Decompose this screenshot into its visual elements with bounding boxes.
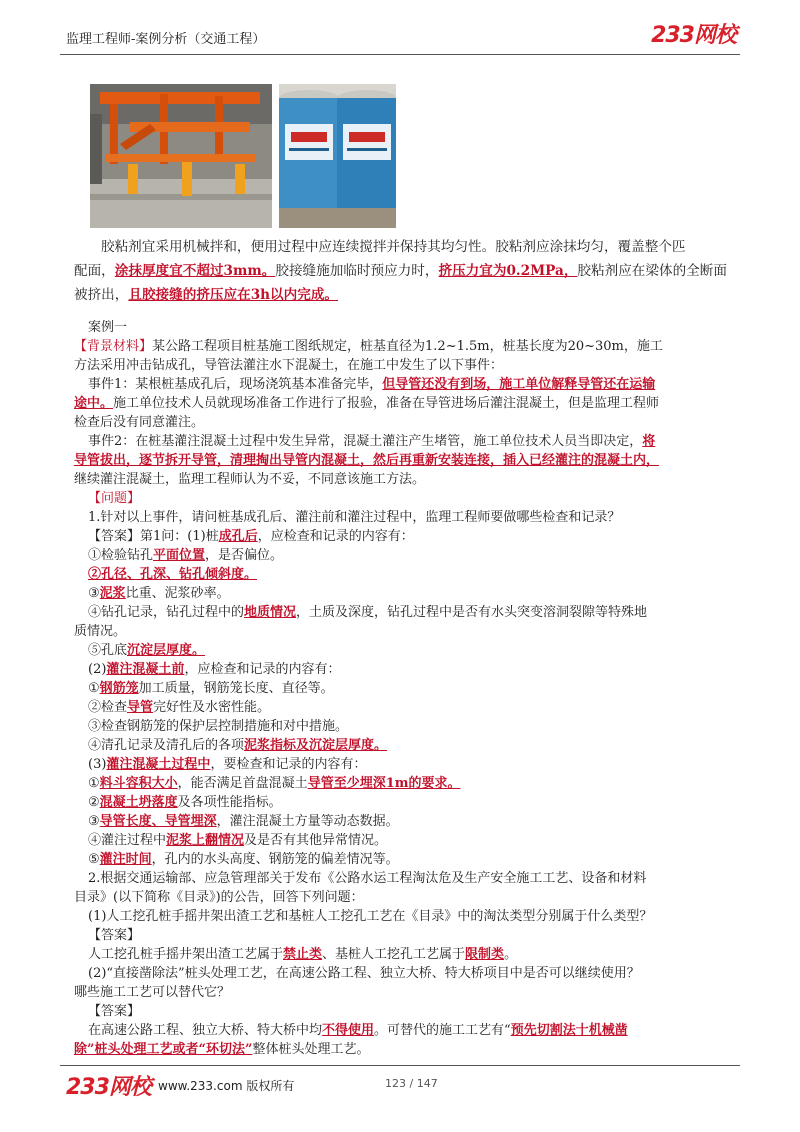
case-text: 事件1：某根桩基成孔后，现场浇筑基本准备完毕，	[88, 377, 383, 392]
case-text: 整体桩头处理工艺。	[252, 1042, 370, 1057]
footer-copyright[interactable]: www.233.com 版权所有	[158, 1079, 295, 1093]
highlight-time: 且胶接缝的挤压应在3h以内完成。	[128, 287, 339, 303]
highlight-text: 泥浆	[99, 586, 126, 601]
highlight-text: 料斗容积大小	[99, 776, 178, 791]
highlight-text: 将	[642, 434, 656, 449]
document-header-title: 监理工程师-案例分析（交通工程）	[66, 32, 266, 47]
case-text: ③检查钢筋笼的保护层控制措施和对中措施。	[88, 719, 349, 734]
case-title: 案例一	[88, 320, 128, 335]
highlight-text: 泥浆上翻情况	[166, 833, 245, 848]
case-text: ③	[88, 586, 100, 601]
footer-divider	[60, 1065, 740, 1066]
highlight-text: 导管拔出，逐节拆开导管，清理掏出导管内混凝土，然后再重新安装连接，插入已经灌注的混凝土内，	[74, 453, 660, 468]
highlight-text: 平面位置	[153, 548, 206, 563]
case-text: 及各项性能指标。	[177, 795, 282, 810]
highlight-text: 但导管还没有到场，施工单位解释导管还在运输	[382, 377, 656, 392]
brand-logo[interactable]: 233网校	[651, 23, 736, 48]
case-text: ②	[88, 795, 100, 810]
highlight-text: 地质情况	[244, 605, 297, 620]
highlight-text: 不得使用	[322, 1023, 375, 1038]
case-text: ，土质及深度，钻孔过程中是否有水头突变溶洞裂隙等特殊地	[296, 605, 648, 620]
case-text: ，应检查和记录的内容有：	[257, 529, 414, 544]
paragraph-text: 被挤出，	[74, 287, 129, 303]
highlight-text: 限制类	[465, 947, 505, 962]
highlight-text: 途中。	[74, 396, 114, 411]
case-text: ，应检查和记录的内容有：	[184, 662, 341, 677]
case-text: ，孔内的水头高度、钢筋笼的偏差情况等。	[151, 852, 399, 867]
highlight-text: 灌注混凝土前	[106, 662, 185, 677]
case-text: 、基桩人工挖孔工艺属于	[322, 947, 466, 962]
background-tag: 【背景材料】	[74, 339, 153, 354]
case-text: 哪些施工工艺可以替代它？	[74, 985, 231, 1000]
case-text: ，灌注混凝土方量等动态数据。	[216, 814, 399, 829]
question-2: 2.根据交通运输部、应急管理部关于发布《公路水运工程淘汰危及生产安全施工工艺、设备和材料	[88, 871, 647, 886]
case-text: (3)	[88, 757, 107, 772]
highlight-text: 禁止类	[283, 947, 323, 962]
segment-assembly-photo	[90, 84, 272, 228]
question-2-1: (1)人工挖孔桩手摇井架出渣工艺和基桩人工挖孔工艺在《目录》中的淘汰类型分别属于什么类型？	[88, 909, 653, 924]
case-text: 在高速公路工程、独立大桥、特大桥中均	[88, 1023, 323, 1038]
case-text: ④清孔记录及清孔后的各项	[88, 738, 245, 753]
paragraph-text: 胶粘剂应在梁体的全断面	[577, 263, 727, 279]
case-text: ①	[88, 776, 100, 791]
case-text: 。可替代的施工工艺有“	[374, 1023, 511, 1038]
case-text: ①检验钻孔	[88, 548, 154, 563]
case-text: 质情况。	[74, 624, 127, 639]
highlight-text: 导管	[127, 700, 154, 715]
case-text: ④钻孔记录，钻孔过程中的	[88, 605, 245, 620]
case-text: ，要检查和记录的内容有：	[210, 757, 367, 772]
paragraph-line-1: 胶粘剂宜采用机械拌和，便用过程中应连续搅拌并保持其均匀性。胶粘剂应涂抹均匀，覆盖整个匹	[101, 239, 686, 255]
case-text: 比重、泥浆砂率。	[125, 586, 230, 601]
case-text: ③	[88, 814, 100, 829]
case-text: 完好性及水密性能。	[153, 700, 271, 715]
header-divider	[60, 54, 740, 55]
adhesive-paragraph	[74, 235, 738, 307]
case-text: 事件2：在桩基灌注混凝土过程中发生异常，混凝土灌注产生堵管，施工单位技术人员当即决定，	[88, 434, 643, 449]
footer-brand-logo[interactable]: 233网校	[66, 1075, 151, 1100]
highlight-text: 灌注混凝土过程中	[106, 757, 211, 772]
case-text: 加工质量，钢筋笼长度、直径等。	[138, 681, 334, 696]
case-text: 目录》(以下简称《目录》)的公告，回答下列问题：	[74, 890, 364, 905]
answer-tag: 【答案】	[88, 1004, 141, 1019]
answer-tag: 【答案】	[88, 529, 141, 544]
highlight-text: 导管至少埋深1m的要求。	[307, 776, 461, 791]
paragraph-text: 胶接缝施加临时预应力时，	[275, 263, 439, 279]
highlight-text: 混凝土坍落度	[99, 795, 178, 810]
question-2-2: (2)“直接凿除法”桩头处理工艺，在高速公路工程、独立大桥、特大桥项目中是否可以继续使用？	[88, 966, 640, 981]
case-text: ⑤	[88, 852, 100, 867]
highlight-thickness: 涂抹厚度宜不超过3mm。	[114, 263, 276, 279]
case-text: 。	[504, 947, 518, 962]
highlight-pressure: 挤压力宜为0.2MPa，	[438, 263, 578, 279]
case-text: ，是否偏位。	[205, 548, 284, 563]
question-tag: 【问题】	[88, 491, 141, 506]
case-text: 及是否有其他异常情况。	[244, 833, 388, 848]
case-text: ①	[88, 681, 100, 696]
page-number: 123 / 147	[385, 1077, 438, 1090]
case-text: 检查后没有同意灌注。	[74, 415, 205, 430]
highlight-text: 导管长度、导管埋深	[99, 814, 217, 829]
case-text: (2)	[88, 662, 107, 677]
case-text: ⑤孔底	[88, 643, 128, 658]
highlight-text: 泥浆指标及沉淀层厚度。	[244, 738, 388, 753]
case-text: ②检查	[88, 700, 128, 715]
case-text: 人工挖孔桩手摇井架出渣工艺属于	[88, 947, 284, 962]
case-text: 第1问：(1)桩	[140, 529, 219, 544]
highlight-text: 灌注时间	[99, 852, 152, 867]
highlight-text: ②孔径、孔深、钻孔倾斜度。	[88, 567, 258, 582]
case-text: 继续灌注混凝土，监理工程师认为不妥，不同意该施工方法。	[74, 472, 426, 487]
case-text: 施工单位技术人员就现场准备工作进行了报验，准备在导管进场后灌注混凝土，但是监理工程师	[113, 396, 660, 411]
epoxy-resin-buckets-photo	[279, 84, 396, 228]
case-text: 方法采用冲击钻成孔，导管法灌注水下混凝土，在施工中发生了以下事件：	[74, 358, 504, 373]
highlight-text: 钢筋笼	[99, 681, 139, 696]
case-text: ④灌注过程中	[88, 833, 167, 848]
highlight-text: 成孔后	[218, 529, 258, 544]
case-text: ，能否满足首盘混凝土	[177, 776, 308, 791]
case-text: 某公路工程项目桩基施工图纸规定，桩基直径为1.2~1.5m，桩基长度为20~30m，施工	[152, 339, 663, 354]
case-study-section	[74, 318, 742, 1059]
question-1: 1.针对以上事件，请问桩基成孔后、灌注前和灌注过程中，监理工程师要做哪些检查和记录？	[88, 510, 621, 525]
paragraph-text: 配面，	[74, 263, 115, 279]
highlight-text: 预先切割法十机械凿	[510, 1023, 628, 1038]
highlight-text: 沉淀层厚度。	[127, 643, 206, 658]
highlight-text: 除”桩头处理工艺或者“环切法”	[74, 1042, 253, 1057]
answer-tag: 【答案】	[88, 928, 141, 943]
